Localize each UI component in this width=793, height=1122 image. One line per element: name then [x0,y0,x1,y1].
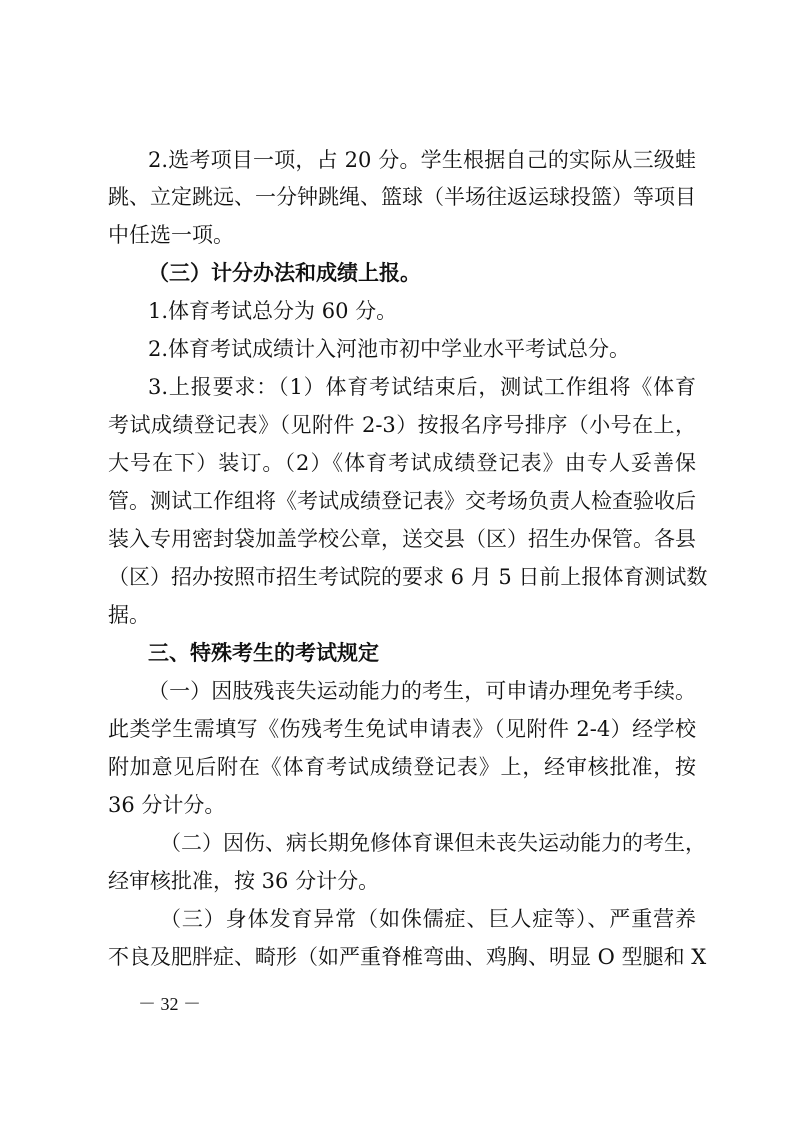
paragraph-line: 此类学生需填写《伤残考生免试申请表》（见附件 2-4）经学校 [108,717,696,741]
paragraph-line: 跳、立定跳远、一分钟跳绳、篮球（半场往返运球投篮）等项目 [108,185,696,209]
paragraph-line: 据。 [108,603,150,627]
paragraph-line: 经审核批准，按 36 分计分。 [108,869,380,893]
paragraph-line: 管。测试工作组将《考试成绩登记表》交考场负责人检查验收后 [108,489,696,513]
paragraph-line: （二）因伤、病长期免修体育课但未丧失运动能力的考生， [160,831,706,855]
paragraph-line: （三）身体发育异常（如侏儒症、巨人症等）、严重营养 [160,907,696,931]
paragraph-line: 3.上报要求：（1）体育考试结束后，测试工作组将《体育 [148,375,696,399]
paragraph-line: 考试成绩登记表》（见附件 2-3）按报名序号排序（小号在上， [108,413,696,437]
paragraph-line: 2.选考项目一项，占 20 分。学生根据自己的实际从三级蛙 [148,148,696,172]
paragraph-line: （区）招办按照市招生考试院的要求 6 月 5 日前上报体育测试数 [108,565,708,589]
paragraph-line: 不良及肥胖症、畸形（如严重脊椎弯曲、鸡胸、明显 O 型腿和 X [108,945,707,969]
page-number: － 32 － [138,994,201,1014]
paragraph-line: 中任选一项。 [108,223,234,247]
paragraph-line: 2.体育考试成绩计入河池市初中学业水平考试总分。 [148,337,631,361]
paragraph-line: 大号在下）装订。（2）《体育考试成绩登记表》由专人妥善保 [108,451,696,475]
paragraph-line: 36 分计分。 [108,793,226,817]
paragraph-line: 附加意见后附在《体育考试成绩登记表》上，经审核批准，按 [108,755,696,779]
paragraph-line: （一）因肢残丧失运动能力的考生，可申请办理免考手续。 [148,679,696,703]
section-heading: （三）计分办法和成绩上报。 [148,261,421,285]
paragraph-line: 1.体育考试总分为 60 分。 [148,299,398,323]
section-heading: 三、特殊考生的考试规定 [148,641,379,665]
paragraph-line: 装入专用密封袋加盖学校公章，送交县（区）招生办保管。各县 [108,527,696,551]
